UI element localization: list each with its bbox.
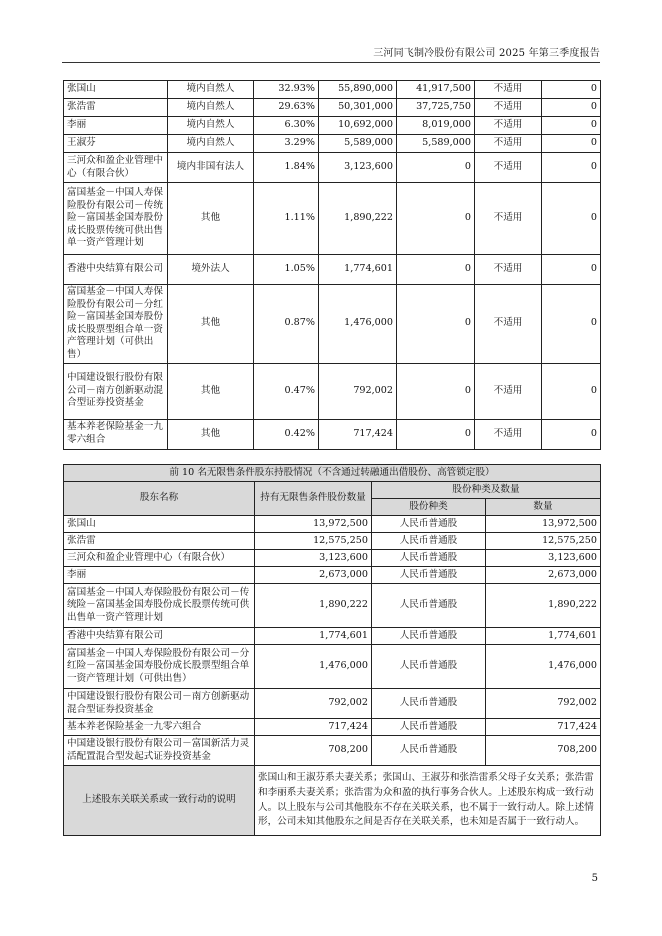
table-row [64,363,601,419]
holding-ratio: 1.11% [254,183,319,255]
table-row [64,689,601,719]
holder-name: 中国建设银行股份有限公司－南方创新驱动混合型证券投资基金 [64,363,168,419]
unrestricted-shares: 2,673,000 [255,567,372,584]
share-amount: 1,774,601 [486,628,601,645]
share-type: 人民币普通股 [372,584,486,628]
holding-shares: 5,589,000 [319,135,397,153]
pledge-count: 0 [542,419,601,449]
unrestricted-shares: 12,575,250 [255,533,372,550]
table-row [64,550,601,567]
restricted-shares: 0 [397,363,475,419]
holding-shares: 3,123,600 [319,153,397,183]
pledge-count: 0 [542,255,601,285]
holder-name: 香港中央结算有限公司 [64,255,168,285]
share-amount: 792,002 [486,689,601,719]
page-number: 5 [591,873,598,884]
relation-text: 张国山和王淑芬系夫妻关系；张国山、王淑芬和张浩雷系父母子女关系；张浩雷和李丽系夫妻关系；张浩雷为众和盈的执行事务合伙人。上述股东构成一致行动人。以上股东与公司其他股东不存在关联关系，也不属于一致行动人。除上述情形，公司未知其他股东之间是否存在关联关系，也未知是否属于一致行动人。 [255,766,601,836]
holding-ratio: 0.87% [254,285,319,364]
holder-name: 三河众和盈企业管理中心（有限合伙） [64,153,168,183]
restricted-shares: 0 [397,255,475,285]
holder-name: 基本养老保险基金一九零六组合 [64,419,168,449]
pledge-count: 0 [542,363,601,419]
holder-nature: 境内自然人 [168,117,254,135]
holder-name: 富国基金－中国人寿保险股份有限公司－传统险－富国基金国寿股份成长股票传统可供出售单一资产管理计划 [64,183,168,255]
share-type: 人民币普通股 [372,567,486,584]
holder-name: 张国山 [64,81,168,99]
share-amount: 3,123,600 [486,550,601,567]
pledge-count: 0 [542,285,601,364]
table-row [64,719,601,736]
share-amount: 1,476,000 [486,645,601,689]
table-row [64,153,601,183]
holder-nature: 境内自然人 [168,135,254,153]
share-type: 人民币普通股 [372,645,486,689]
restricted-shares: 5,589,000 [397,135,475,153]
unrestricted-section-title: 前 10 名无限售条件股东持股情况（不含通过转融通出借股份、高管锁定股） [64,465,601,482]
col-header-holder-name: 股东名称 [64,482,255,516]
pledge-status: 不适用 [475,419,542,449]
holder-name: 基本养老保险基金一九零六组合 [64,719,255,736]
pledge-count: 0 [542,183,601,255]
pledge-count: 0 [542,135,601,153]
table-row [64,628,601,645]
table-row [64,533,601,550]
header-rule [62,62,600,63]
pledge-status: 不适用 [475,183,542,255]
holder-nature: 其他 [168,419,254,449]
top10-holders-table [63,80,601,450]
share-amount: 12,575,250 [486,533,601,550]
col-header-unrestricted-shares: 持有无限售条件股份数量 [255,482,372,516]
holder-nature: 境内自然人 [168,99,254,117]
report-header-title: 三河同飞制冷股份有限公司 2025 年第三季度报告 [373,48,600,59]
holding-ratio: 0.42% [254,419,319,449]
holder-name: 富国基金－中国人寿保险股份有限公司－分红险－富国基金国寿股份成长股票型组合单一资产管理计划（可供出售） [64,645,255,689]
holding-ratio: 0.47% [254,363,319,419]
holder-nature: 境内自然人 [168,81,254,99]
restricted-shares: 8,019,000 [397,117,475,135]
table-row [64,584,601,628]
table-row [64,99,601,117]
share-type: 人民币普通股 [372,550,486,567]
pledge-status: 不适用 [475,153,542,183]
restricted-shares: 0 [397,419,475,449]
holder-name: 中国建设银行股份有限公司－南方创新驱动混合型证券投资基金 [64,689,255,719]
holder-name: 王淑芬 [64,135,168,153]
holding-ratio: 29.63% [254,99,319,117]
holder-nature: 其他 [168,285,254,364]
holder-name: 张国山 [64,516,255,533]
holder-name: 香港中央结算有限公司 [64,628,255,645]
restricted-shares: 41,917,500 [397,81,475,99]
holder-name: 张浩雷 [64,99,168,117]
holder-name: 三河众和盈企业管理中心（有限合伙） [64,550,255,567]
pledge-status: 不适用 [475,99,542,117]
share-type: 人民币普通股 [372,689,486,719]
table-row [64,736,601,766]
table-row [64,255,601,285]
pledge-count: 0 [542,99,601,117]
restricted-shares: 0 [397,183,475,255]
pledge-status: 不适用 [475,285,542,364]
table-row [64,285,601,364]
share-amount: 717,424 [486,719,601,736]
holder-name: 富国基金－中国人寿保险股份有限公司－分红险－富国基金国寿股份成长股票型组合单一资产管理计划（可供出售） [64,285,168,364]
pledge-status: 不适用 [475,135,542,153]
relation-label: 上述股东关联关系或一致行动的说明 [64,766,255,836]
share-type: 人民币普通股 [372,516,486,533]
holding-shares: 10,692,000 [319,117,397,135]
holding-shares: 50,301,000 [319,99,397,117]
restricted-shares: 0 [397,285,475,364]
restricted-shares: 37,725,750 [397,99,475,117]
share-type: 人民币普通股 [372,736,486,766]
unrestricted-shares: 1,890,222 [255,584,372,628]
unrestricted-shares: 13,972,500 [255,516,372,533]
table-row [64,117,601,135]
col-header-share-type: 股份种类 [372,499,486,516]
unrestricted-shares: 1,774,601 [255,628,372,645]
table-row [64,81,601,99]
unrestricted-shares: 1,476,000 [255,645,372,689]
unrestricted-shares: 792,002 [255,689,372,719]
col-header-share-type-group: 股份种类及数量 [372,482,601,499]
holder-nature: 境内非国有法人 [168,153,254,183]
holding-ratio: 1.05% [254,255,319,285]
holder-name: 中国建设银行股份有限公司－富国新活力灵活配置混合型发起式证券投资基金 [64,736,255,766]
holder-nature: 其他 [168,183,254,255]
holding-ratio: 1.84% [254,153,319,183]
pledge-count: 0 [542,81,601,99]
col-header-amount: 数量 [486,499,601,516]
share-amount: 708,200 [486,736,601,766]
holding-shares: 792,002 [319,363,397,419]
table-row [64,567,601,584]
share-amount: 1,890,222 [486,584,601,628]
unrestricted-shares: 708,200 [255,736,372,766]
table-row [64,183,601,255]
holding-shares: 1,476,000 [319,285,397,364]
holding-shares: 717,424 [319,419,397,449]
holder-name: 张浩雷 [64,533,255,550]
holding-ratio: 3.29% [254,135,319,153]
unrestricted-holders-table [63,464,601,836]
holding-shares: 1,890,222 [319,183,397,255]
share-amount: 13,972,500 [486,516,601,533]
holding-shares: 1,774,601 [319,255,397,285]
table-row [64,645,601,689]
table-row [64,516,601,533]
table-row [64,135,601,153]
share-type: 人民币普通股 [372,533,486,550]
pledge-status: 不适用 [475,117,542,135]
holder-name: 李丽 [64,567,255,584]
holder-nature: 境外法人 [168,255,254,285]
restricted-shares: 0 [397,153,475,183]
holder-name: 李丽 [64,117,168,135]
holding-ratio: 6.30% [254,117,319,135]
share-type: 人民币普通股 [372,628,486,645]
pledge-status: 不适用 [475,255,542,285]
pledge-status: 不适用 [475,81,542,99]
holding-ratio: 32.93% [254,81,319,99]
unrestricted-shares: 717,424 [255,719,372,736]
table-row [64,419,601,449]
pledge-status: 不适用 [475,363,542,419]
pledge-count: 0 [542,117,601,135]
unrestricted-shares: 3,123,600 [255,550,372,567]
holding-shares: 55,890,000 [319,81,397,99]
pledge-count: 0 [542,153,601,183]
holder-name: 富国基金－中国人寿保险股份有限公司－传统险－富国基金国寿股份成长股票传统可供出售单一资产管理计划 [64,584,255,628]
share-type: 人民币普通股 [372,719,486,736]
share-amount: 2,673,000 [486,567,601,584]
holder-nature: 其他 [168,363,254,419]
